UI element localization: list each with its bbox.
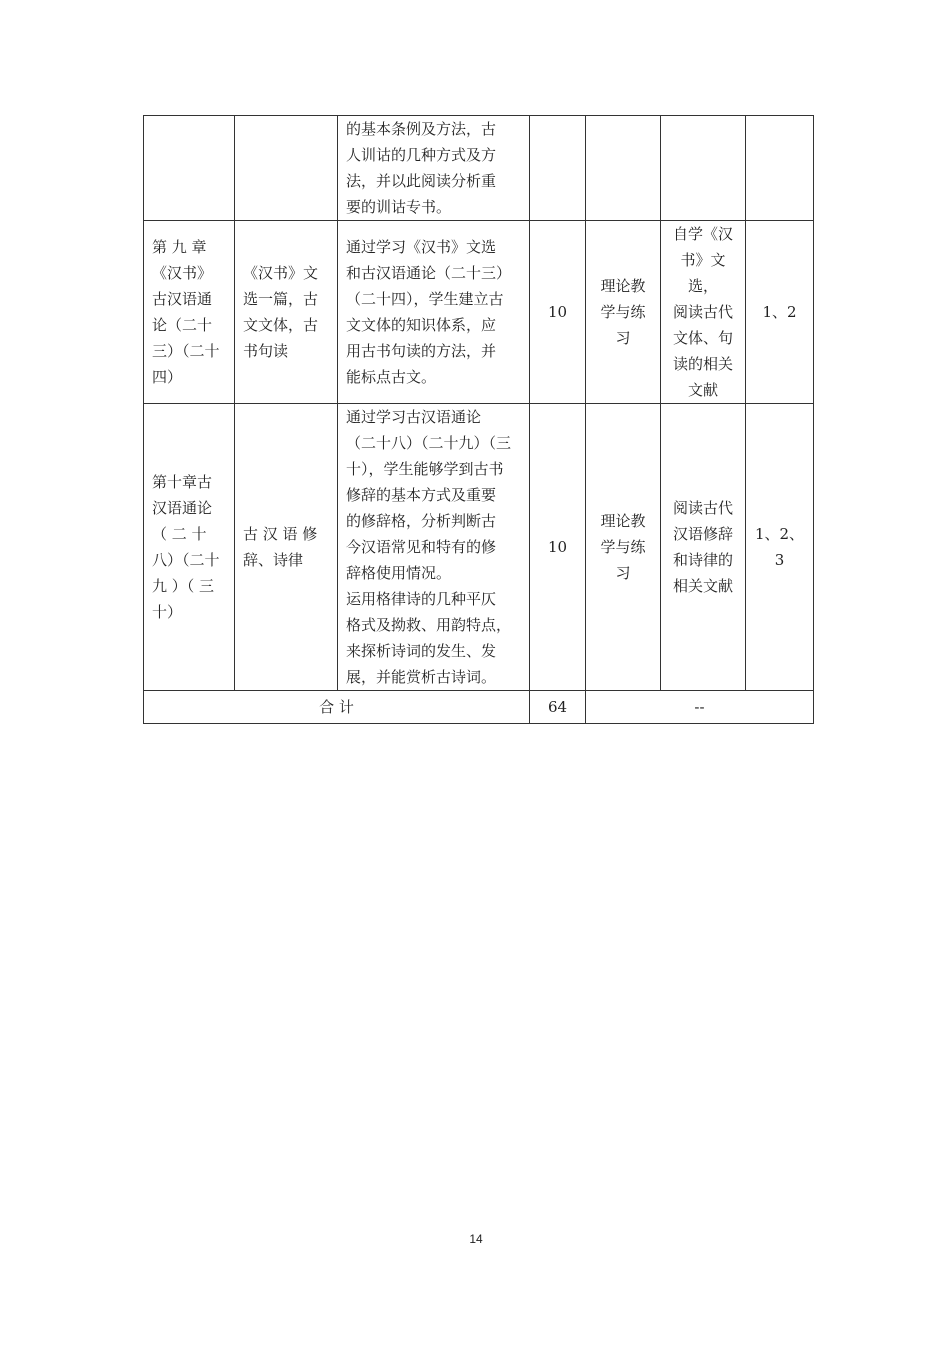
table-row	[144, 404, 814, 691]
reading-cell: 自学《汉 书》文选， 阅读古代 文体、句 读的相关 文献	[661, 221, 746, 404]
chapter-cell: 第十章古 汉语通论 （ 二 十 八）（二十 九 ）（ 三 十）	[144, 404, 235, 691]
method-cell	[586, 116, 661, 221]
objective-cell: 的基本条例及方法，古 人训诂的几种方式及方 法，并以此阅读分析重 要的训诂专书。	[338, 116, 530, 221]
hours-cell: 10	[530, 221, 586, 404]
total-hours: 64	[530, 691, 586, 724]
reading-cell: 阅读古代 汉语修辞 和诗律的 相关文献	[661, 404, 746, 691]
chapter-cell	[144, 116, 235, 221]
content-cell	[235, 116, 338, 221]
chapter-cell: 第 九 章 《汉书》 古汉语通 论（二十 三）（二十 四）	[144, 221, 235, 404]
table-row	[144, 221, 814, 404]
table-row	[144, 116, 814, 221]
objective-cell: 通过学习古汉语通论 （二十八）（二十九）（三 十），学生能够学到古书 修辞的基本方式及重要 的修辞格，分析判断古 今汉语常见和特有的修 辞格使用情况。 运用格律诗的几种平仄 格式及拗救、用韵特点， 来探析诗词的发生、发 展，并能赏析古诗词。	[338, 404, 530, 691]
method-cell: 理论教 学与练 习	[586, 221, 661, 404]
syllabus-table	[143, 115, 814, 724]
hours-cell	[530, 116, 586, 221]
objective-cell: 通过学习《汉书》文选 和古汉语通论（二十三） （二十四），学生建立古 文文体的知识体系，应 用古书句读的方法，并 能标点古文。	[338, 221, 530, 404]
total-rest: --	[586, 691, 814, 724]
total-row	[144, 691, 814, 724]
content-cell: 《汉书》文 选一篇，古 文文体，古 书句读	[235, 221, 338, 404]
method-cell: 理论教 学与练 习	[586, 404, 661, 691]
hours-cell: 10	[530, 404, 586, 691]
total-label: 合 计	[144, 691, 530, 724]
goals-cell: 1、2	[746, 221, 814, 404]
page-number: 14	[469, 1232, 483, 1246]
goals-cell: 1、2、3	[746, 404, 814, 691]
reading-cell	[661, 116, 746, 221]
content-cell: 古 汉 语 修 辞、诗律	[235, 404, 338, 691]
goals-cell	[746, 116, 814, 221]
